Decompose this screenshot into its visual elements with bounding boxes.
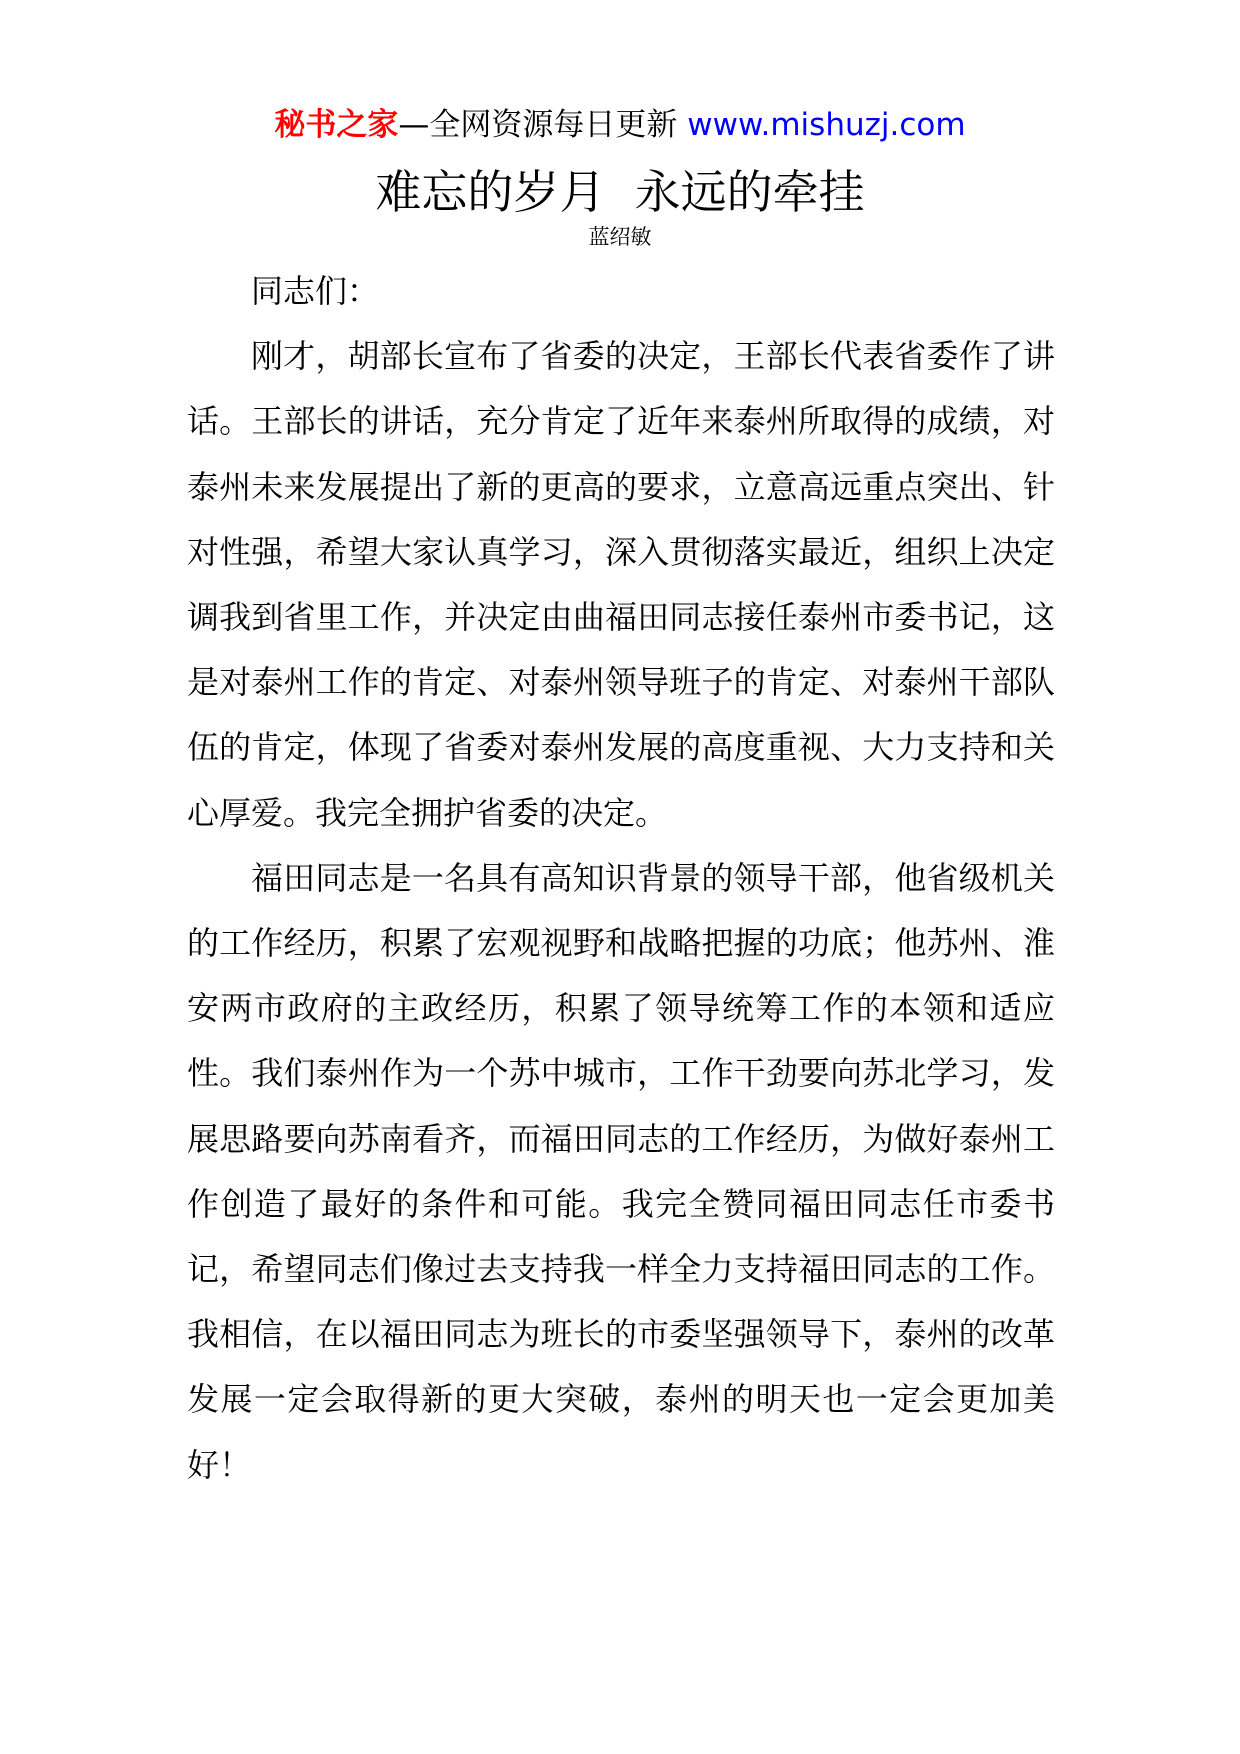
body-paragraph-1: 刚才，胡部长宣布了省委的决定，王部长代表省委作了讲话。王部长的讲话，充分肯定了近年来泰州所取得的成绩，对泰州未来发展提出了新的更高的要求，立意高远重点突出、针对性强，希望大家认真学习，深入贯彻落实最近，组织上决定调我到省里工作，并决定由曲福田同志接任泰州市委书记，这是对泰州工作的肯定、对泰州领导班子的肯定、对泰州干部队伍的肯定，体现了省委对泰州发展的高度重视、大力支持和关心厚爱。我完全拥护省委的决定。 <box>187 337 1055 832</box>
document-body <box>187 259 1055 1498</box>
document-author: 蓝绍敏 <box>588 225 652 249</box>
header-slogan: —全网资源每日更新 <box>398 107 688 143</box>
site-header <box>0 104 1240 146</box>
brand-name: 秘书之家 <box>274 107 399 143</box>
body-paragraph-2: 福田同志是一名具有高知识背景的领导干部，他省级机关的工作经历，积累了宏观视野和战略把握的功底；他苏州、淮安两市政府的主政经历，积累了领导统筹工作的本领和适应性。我们泰州作为一个苏中城市，工作干劲要向苏北学习，发展思路要向苏南看齐，而福田同志的工作经历，为做好泰州工作创造了最好的条件和可能。我完全赞同福田同志任市委书记，希望同志们像过去支持我一样全力支持福田同志的工作。我相信，在以福田同志为班长的市委坚强领导下，泰州的改革发展一定会取得新的更大突破，泰州的明天也一定会更加美好！ <box>187 858 1055 1484</box>
site-url-link[interactable]: www.mishuzj.com <box>687 107 966 143</box>
document-title: 难忘的岁月 永远的牵挂 <box>375 165 865 219</box>
salutation: 同志们： <box>251 272 380 310</box>
